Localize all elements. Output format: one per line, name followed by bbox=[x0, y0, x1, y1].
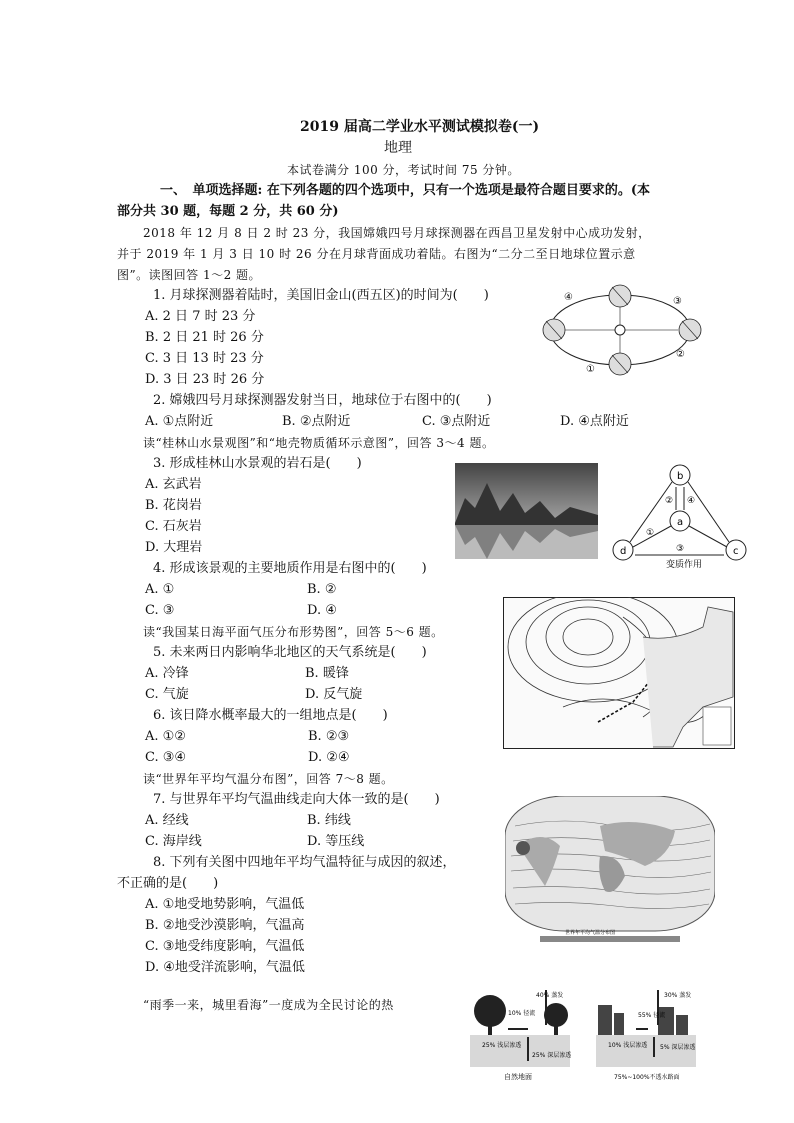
q7-option-d[interactable]: D. 等压线 bbox=[307, 834, 365, 849]
rock-arrow-1: ① bbox=[646, 528, 655, 538]
intro-4: 读“世界年平均气温分布图”，回答 7～8 题。 bbox=[143, 772, 394, 786]
rock-arrow-4: ④ bbox=[687, 496, 696, 506]
right-runoff: 55% 径流 bbox=[638, 1012, 666, 1019]
rock-cycle-diagram bbox=[608, 463, 753, 571]
q2-stem: 2. 嫦娥四号月球探测器发射当日，地球位于右图中的( ) bbox=[153, 393, 492, 408]
q3-option-b[interactable]: B. 花岗岩 bbox=[145, 498, 202, 513]
q2-option-c[interactable]: C. ③点附近 bbox=[422, 414, 491, 429]
exam-info: 本试卷满分 100 分，考试时间 75 分钟。 bbox=[287, 163, 520, 177]
intro-5: “雨季一来，城里看海”一度成为全民讨论的热 bbox=[143, 998, 394, 1012]
q8-option-c[interactable]: C. ③地受纬度影响，气温低 bbox=[145, 939, 305, 954]
q7-option-a[interactable]: A. 经线 bbox=[145, 813, 189, 828]
q5-option-d[interactable]: D. 反气旋 bbox=[305, 687, 363, 702]
rock-node-b: b bbox=[677, 471, 684, 482]
q2-option-b[interactable]: B. ②点附近 bbox=[282, 414, 351, 429]
q4-stem: 4. 形成该景观的主要地质作用是右图中的( ) bbox=[153, 561, 427, 576]
q1-option-d[interactable]: D. 3 日 23 时 26 分 bbox=[145, 372, 265, 387]
left-deep: 25% 深层渗透 bbox=[532, 1052, 572, 1059]
orbit-point-2: ② bbox=[676, 349, 685, 360]
intro-1-line3: 图”。读图回答 1～2 题。 bbox=[117, 268, 262, 282]
q7-stem: 7. 与世界年平均气温曲线走向大体一致的是( ) bbox=[153, 792, 440, 807]
left-evaporation: 40% 蒸发 bbox=[536, 992, 564, 999]
q1-option-b[interactable]: B. 2 日 21 时 26 分 bbox=[145, 330, 264, 345]
pressure-map bbox=[503, 597, 735, 749]
q4-option-c[interactable]: C. ③ bbox=[145, 603, 175, 618]
intro-3: 读“我国某日海平面气压分布形势图”，回答 5～6 题。 bbox=[143, 625, 444, 639]
right-evaporation: 30% 蒸发 bbox=[664, 992, 692, 999]
intro-2: 读“桂林山水景观图”和“地壳物质循环示意图”，回答 3～4 题。 bbox=[143, 436, 495, 450]
q6-stem: 6. 该日降水概率最大的一组地点是( ) bbox=[153, 708, 388, 723]
left-runoff: 10% 径流 bbox=[508, 1010, 536, 1017]
orbit-point-1: ① bbox=[586, 364, 595, 375]
temperature-map-legend: 世界年平均气温分布图 bbox=[565, 930, 616, 936]
rock-arrow-3: ③ bbox=[676, 544, 685, 554]
subject-title: 地理 bbox=[384, 140, 412, 156]
q4-option-a[interactable]: A. ① bbox=[145, 582, 175, 597]
q5-option-c[interactable]: C. 气旋 bbox=[145, 687, 189, 702]
q3-option-d[interactable]: D. 大理岩 bbox=[145, 540, 203, 555]
q6-option-c[interactable]: C. ③④ bbox=[145, 750, 187, 765]
q1-option-a[interactable]: A. 2 日 7 时 23 分 bbox=[145, 309, 256, 324]
guilin-landscape-photo bbox=[455, 463, 598, 559]
q2-option-d[interactable]: D. ④点附近 bbox=[560, 414, 629, 429]
q6-option-b[interactable]: B. ②③ bbox=[308, 729, 350, 744]
q6-option-a[interactable]: A. ①② bbox=[145, 729, 186, 744]
rock-node-d: d bbox=[620, 546, 627, 557]
right-caption: 75%~100%不透水路面 bbox=[614, 1074, 680, 1081]
q7-option-c[interactable]: C. 海岸线 bbox=[145, 834, 202, 849]
right-deep: 5% 深层渗透 bbox=[660, 1044, 696, 1051]
section-heading-2: 部分共 30 题，每题 2 分，共 60 分) bbox=[117, 204, 339, 219]
q5-option-b[interactable]: B. 暖锋 bbox=[305, 666, 349, 681]
q8-option-b[interactable]: B. ②地受沙漠影响，气温高 bbox=[145, 918, 305, 933]
q1-stem: 1. 月球探测器着陆时，美国旧金山(西五区)的时间为( ) bbox=[153, 288, 489, 303]
rock-node-c: c bbox=[733, 546, 739, 557]
left-caption: 自然地面 bbox=[504, 1073, 532, 1081]
orbit-point-4: ④ bbox=[564, 292, 573, 303]
q8-option-d[interactable]: D. ④地受洋流影响，气温低 bbox=[145, 960, 305, 975]
rock-node-a: a bbox=[677, 517, 684, 528]
q2-option-a[interactable]: A. ①点附近 bbox=[145, 414, 214, 429]
q5-option-a[interactable]: A. 冷锋 bbox=[145, 666, 189, 681]
q1-option-c[interactable]: C. 3 日 13 时 23 分 bbox=[145, 351, 264, 366]
q4-option-d[interactable]: D. ④ bbox=[307, 603, 337, 618]
q8-stem-2: 不正确的是( ) bbox=[117, 876, 219, 891]
intro-1-line1: 2018 年 12 月 8 日 2 时 23 分，我国嫦娥四号月球探测器在西昌卫星发射中心成功发射， bbox=[143, 226, 651, 240]
q8-stem: 8. 下列有关图中四地年平均气温特征与成因的叙述， bbox=[153, 855, 456, 870]
rock-arrow-2: ② bbox=[665, 496, 674, 506]
q3-option-c[interactable]: C. 石灰岩 bbox=[145, 519, 202, 534]
q4-option-b[interactable]: B. ② bbox=[307, 582, 337, 597]
left-shallow: 25% 浅层渗透 bbox=[482, 1042, 522, 1049]
orbit-point-3: ③ bbox=[673, 296, 682, 307]
rock-cycle-label: 变质作用 bbox=[666, 560, 703, 570]
orbit-diagram bbox=[540, 282, 710, 382]
exam-title: 2019 届高二学业水平测试模拟卷(一) bbox=[300, 119, 540, 135]
right-shallow: 10% 浅层渗透 bbox=[608, 1042, 648, 1049]
intro-1-line2: 并于 2019 年 1 月 3 日 10 时 26 分在月球背面成功着陆。右图为“二分二至日地球位置示意 bbox=[117, 247, 636, 261]
water-cycle-comparison bbox=[468, 985, 698, 1083]
q3-stem: 3. 形成桂林山水景观的岩石是( ) bbox=[153, 456, 362, 471]
world-temperature-map bbox=[505, 796, 715, 951]
q5-stem: 5. 未来两日内影响华北地区的天气系统是( ) bbox=[153, 645, 427, 660]
q3-option-a[interactable]: A. 玄武岩 bbox=[145, 477, 202, 492]
q8-option-a[interactable]: A. ①地受地势影响，气温低 bbox=[145, 897, 305, 912]
q6-option-d[interactable]: D. ②④ bbox=[308, 750, 350, 765]
section-heading: 一、 单项选择题: 在下列各题的四个选项中，只有一个选项是最符合题目要求的。(本 bbox=[160, 183, 650, 198]
q7-option-b[interactable]: B. 纬线 bbox=[307, 813, 351, 828]
